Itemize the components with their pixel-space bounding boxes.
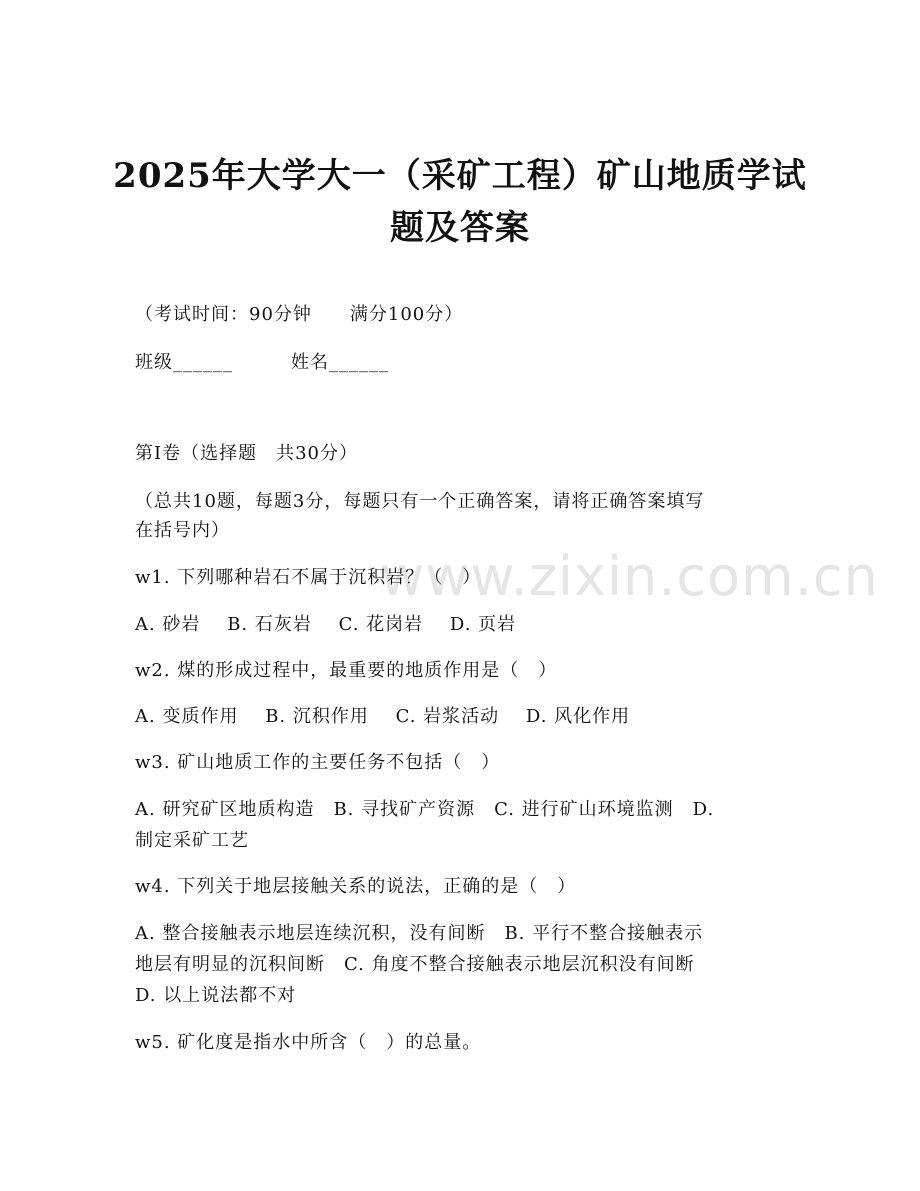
question-4-options-line-2: 地层有明显的沉积间断 C. 角度不整合接触表示地层沉积没有间断 — [135, 954, 695, 975]
class-label: 班级______ — [135, 352, 233, 373]
watermark: www.zixin.com.cn — [380, 545, 879, 608]
question-4-stem: w4. 下列关于地层接触关系的说法，正确的是（ ） — [135, 876, 577, 897]
section-instructions-line-2: 在括号内） — [135, 520, 230, 541]
question-2-stem: w2. 煤的形成过程中，最重要的地质作用是（ ） — [135, 660, 558, 681]
question-2-options — [135, 700, 785, 733]
section-instructions-line-1: （总共10题，每题3分，每题只有一个正确答案，请将正确答案填写 — [135, 491, 705, 512]
question-1-stem: w1. 下列哪种岩石不属于沉积岩？（ ） — [135, 567, 482, 588]
question-4-options-line-1: A. 整合接触表示地层连续沉积，没有间断 B. 平行不整合接触表示 — [135, 923, 704, 944]
option-c: C. 岩浆活动 — [395, 706, 500, 727]
question-5-stem: w5. 矿化度是指水中所含（ ）的总量。 — [135, 1032, 482, 1053]
title-line-2: 题及答案 — [390, 208, 530, 248]
question-3-stem: w3. 矿山地质工作的主要任务不包括（ ） — [135, 752, 501, 773]
section-heading: 第I卷（选择题 共30分） — [135, 443, 359, 464]
name-label: 姓名______ — [291, 352, 389, 373]
option-d: D. 风化作用 — [525, 706, 631, 727]
question-3-options-line-1: A. 研究矿区地质构造 B. 寻找矿产资源 C. 进行矿山环境监测 D. — [135, 799, 715, 820]
question-1-options — [135, 608, 785, 641]
question-3-options-line-2: 制定采矿工艺 — [135, 830, 249, 851]
option-a: A. 砂岩 — [135, 614, 201, 635]
student-info — [135, 346, 785, 379]
exam-info: （考试时间：90分钟 满分100分） — [135, 304, 464, 325]
option-c: C. 花岗岩 — [338, 614, 424, 635]
option-b: B. 石灰岩 — [227, 614, 312, 635]
option-b: B. 沉积作用 — [265, 706, 369, 727]
document-title — [100, 150, 820, 254]
option-d: D. 页岩 — [449, 614, 517, 635]
question-4-options-line-3: D. 以上说法都不对 — [135, 985, 297, 1006]
option-a: A. 变质作用 — [135, 706, 239, 727]
title-line-1: 2025年大学大一（采矿工程）矿山地质学试 — [113, 156, 807, 196]
